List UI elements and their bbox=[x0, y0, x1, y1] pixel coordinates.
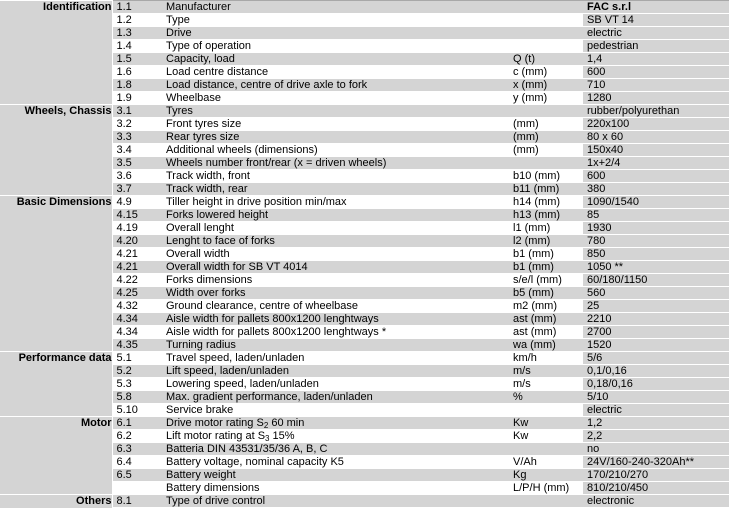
table-row bbox=[0, 352, 729, 365]
row-number: 4.22 bbox=[112, 274, 162, 287]
row-unit: l1 (mm) bbox=[509, 222, 583, 235]
row-value: 2210 bbox=[583, 313, 729, 326]
row-value: 0,1/0,16 bbox=[583, 365, 729, 378]
row-unit: m/s bbox=[509, 365, 583, 378]
row-unit bbox=[509, 495, 583, 508]
row-value: 810/210/450 bbox=[583, 482, 729, 495]
row-value: 150x40 bbox=[583, 144, 729, 157]
row-number: 1.8 bbox=[112, 79, 162, 92]
row-value: 2700 bbox=[583, 326, 729, 339]
row-description: Forks dimensions bbox=[162, 274, 509, 287]
row-number: 3.2 bbox=[112, 118, 162, 131]
row-unit: (mm) bbox=[509, 118, 583, 131]
row-unit: ast (mm) bbox=[509, 313, 583, 326]
row-unit bbox=[509, 105, 583, 118]
row-number: 1.9 bbox=[112, 92, 162, 105]
row-description bbox=[162, 430, 509, 443]
row-number: 4.34 bbox=[112, 313, 162, 326]
row-description: Track width, front bbox=[162, 170, 509, 183]
table-row bbox=[0, 196, 729, 209]
row-value: electric bbox=[583, 404, 729, 417]
section-label: Wheels, Chassis bbox=[0, 105, 112, 196]
row-value: electronic bbox=[583, 495, 729, 508]
row-number: 4.20 bbox=[112, 235, 162, 248]
row-unit bbox=[509, 157, 583, 170]
row-value: 1930 bbox=[583, 222, 729, 235]
row-value: 600 bbox=[583, 66, 729, 79]
row-value: 25 bbox=[583, 300, 729, 313]
row-unit: l2 (mm) bbox=[509, 235, 583, 248]
row-unit: ast (mm) bbox=[509, 326, 583, 339]
description-suffix: 15% bbox=[269, 430, 295, 442]
row-unit bbox=[509, 404, 583, 417]
section-label: Performance data bbox=[0, 352, 112, 417]
row-description: Track width, rear bbox=[162, 183, 509, 196]
row-description: Capacity, load bbox=[162, 53, 509, 66]
row-description: Travel speed, laden/unladen bbox=[162, 352, 509, 365]
row-number: 1.4 bbox=[112, 40, 162, 53]
row-description: Wheels number front/rear (x = driven wheels) bbox=[162, 157, 509, 170]
row-number: 1.2 bbox=[112, 14, 162, 27]
row-unit: y (mm) bbox=[509, 92, 583, 105]
row-unit: m/s bbox=[509, 378, 583, 391]
row-value: 80 x 60 bbox=[583, 131, 729, 144]
row-number: 1.5 bbox=[112, 53, 162, 66]
row-number bbox=[112, 482, 162, 495]
description-text: Lift motor rating at S bbox=[166, 430, 266, 442]
row-number: 5.10 bbox=[112, 404, 162, 417]
row-description: Battery dimensions bbox=[162, 482, 509, 495]
row-description: Aisle width for pallets 800x1200 lenghtways bbox=[162, 313, 509, 326]
row-value: 600 bbox=[583, 170, 729, 183]
row-description: Battery weight bbox=[162, 469, 509, 482]
row-unit: b10 (mm) bbox=[509, 170, 583, 183]
row-unit: Kw bbox=[509, 417, 583, 430]
row-value: 85 bbox=[583, 209, 729, 222]
row-value: 1520 bbox=[583, 339, 729, 352]
row-number: 8.1 bbox=[112, 495, 162, 508]
row-value: 2,2 bbox=[583, 430, 729, 443]
row-description: Aisle width for pallets 800x1200 lenghtways * bbox=[162, 326, 509, 339]
row-unit bbox=[509, 14, 583, 27]
table-row bbox=[0, 1, 729, 14]
row-description: Batteria DIN 43531/35/36 A, B, C bbox=[162, 443, 509, 456]
row-number: 6.4 bbox=[112, 456, 162, 469]
row-value: 24V/160-240-320Ah** bbox=[583, 456, 729, 469]
row-unit bbox=[509, 27, 583, 40]
row-unit bbox=[509, 1, 583, 14]
row-description: Wheelbase bbox=[162, 92, 509, 105]
section-label: Basic Dimensions bbox=[0, 196, 112, 352]
row-unit: b5 (mm) bbox=[509, 287, 583, 300]
row-description: Tiller height in drive position min/max bbox=[162, 196, 509, 209]
row-number: 3.3 bbox=[112, 131, 162, 144]
row-description: Service brake bbox=[162, 404, 509, 417]
row-number: 3.1 bbox=[112, 105, 162, 118]
subscript-text: 2 bbox=[263, 421, 269, 430]
row-unit: Q (t) bbox=[509, 53, 583, 66]
row-description: Overall lenght bbox=[162, 222, 509, 235]
row-unit: b1 (mm) bbox=[509, 261, 583, 274]
description-suffix: 60 min bbox=[268, 417, 305, 429]
row-description: Overall width for SB VT 4014 bbox=[162, 261, 509, 274]
row-number: 3.7 bbox=[112, 183, 162, 196]
row-description: Load centre distance bbox=[162, 66, 509, 79]
row-description: Front tyres size bbox=[162, 118, 509, 131]
row-number: 4.32 bbox=[112, 300, 162, 313]
row-unit: Kg bbox=[509, 469, 583, 482]
row-unit: s/e/l (mm) bbox=[509, 274, 583, 287]
section-label: Others bbox=[0, 495, 112, 508]
row-number: 6.1 bbox=[112, 417, 162, 430]
row-description: Battery voltage, nominal capacity K5 bbox=[162, 456, 509, 469]
description-text: Drive motor rating S bbox=[166, 417, 264, 429]
row-value: 170/210/270 bbox=[583, 469, 729, 482]
row-number: 6.3 bbox=[112, 443, 162, 456]
row-value: 380 bbox=[583, 183, 729, 196]
row-description: Lowering speed, laden/unladen bbox=[162, 378, 509, 391]
row-value: 1050 ** bbox=[583, 261, 729, 274]
row-number: 5.2 bbox=[112, 365, 162, 378]
table-row bbox=[0, 417, 729, 430]
row-number: 5.3 bbox=[112, 378, 162, 391]
row-value: 710 bbox=[583, 79, 729, 92]
row-description: Overall width bbox=[162, 248, 509, 261]
row-unit: h14 (mm) bbox=[509, 196, 583, 209]
row-description: Width over forks bbox=[162, 287, 509, 300]
row-unit: Kw bbox=[509, 430, 583, 443]
row-unit: km/h bbox=[509, 352, 583, 365]
row-number: 4.15 bbox=[112, 209, 162, 222]
subscript-text: 3 bbox=[265, 434, 270, 443]
row-description: Rear tyres size bbox=[162, 131, 509, 144]
row-unit: (mm) bbox=[509, 144, 583, 157]
row-unit: m2 (mm) bbox=[509, 300, 583, 313]
section-label: Motor bbox=[0, 417, 112, 495]
row-number: 5.8 bbox=[112, 391, 162, 404]
row-value: 780 bbox=[583, 235, 729, 248]
row-number: 4.25 bbox=[112, 287, 162, 300]
row-value: pedestrian bbox=[583, 40, 729, 53]
row-unit bbox=[509, 443, 583, 456]
row-number: 3.6 bbox=[112, 170, 162, 183]
row-unit: c (mm) bbox=[509, 66, 583, 79]
row-description: Additional wheels (dimensions) bbox=[162, 144, 509, 157]
row-number: 6.5 bbox=[112, 469, 162, 482]
row-description: Drive bbox=[162, 27, 509, 40]
row-number: 4.34 bbox=[112, 326, 162, 339]
row-value: 1090/1540 bbox=[583, 196, 729, 209]
row-description: Tyres bbox=[162, 105, 509, 118]
row-number: 4.21 bbox=[112, 248, 162, 261]
row-unit: L/P/H (mm) bbox=[509, 482, 583, 495]
row-description: Turning radius bbox=[162, 339, 509, 352]
row-value: rubber/polyurethan bbox=[583, 105, 729, 118]
row-unit: x (mm) bbox=[509, 79, 583, 92]
row-number: 4.21 bbox=[112, 261, 162, 274]
row-unit: b11 (mm) bbox=[509, 183, 583, 196]
row-number: 1.1 bbox=[112, 1, 162, 14]
row-description: Lift speed, laden/unladen bbox=[162, 365, 509, 378]
row-unit: wa (mm) bbox=[509, 339, 583, 352]
spec-table-body bbox=[0, 1, 729, 508]
row-value: 1x+2/4 bbox=[583, 157, 729, 170]
row-description: Forks lowered height bbox=[162, 209, 509, 222]
row-value: 220x100 bbox=[583, 118, 729, 131]
row-number: 6.2 bbox=[112, 430, 162, 443]
row-number: 4.9 bbox=[112, 196, 162, 209]
row-number: 1.6 bbox=[112, 66, 162, 79]
row-value: 5/6 bbox=[583, 352, 729, 365]
row-description: Max. gradient performance, laden/unladen bbox=[162, 391, 509, 404]
section-label: Identification bbox=[0, 1, 112, 105]
row-number: 1.3 bbox=[112, 27, 162, 40]
table-row bbox=[0, 105, 729, 118]
row-unit bbox=[509, 40, 583, 53]
row-unit: (mm) bbox=[509, 131, 583, 144]
row-value: 5/10 bbox=[583, 391, 729, 404]
row-description: Type of drive control bbox=[162, 495, 509, 508]
row-unit: h13 (mm) bbox=[509, 209, 583, 222]
row-value: 850 bbox=[583, 248, 729, 261]
table-row bbox=[0, 495, 729, 508]
row-description: Lenght to face of forks bbox=[162, 235, 509, 248]
row-number: 4.19 bbox=[112, 222, 162, 235]
row-value: no bbox=[583, 443, 729, 456]
row-value: 1280 bbox=[583, 92, 729, 105]
row-number: 3.4 bbox=[112, 144, 162, 157]
row-description: Load distance, centre of drive axle to fork bbox=[162, 79, 509, 92]
row-number: 3.5 bbox=[112, 157, 162, 170]
row-value: 560 bbox=[583, 287, 729, 300]
row-value: FAC s.r.l bbox=[583, 1, 729, 14]
row-description: Manufacturer bbox=[162, 1, 509, 14]
row-description: Ground clearance, centre of wheelbase bbox=[162, 300, 509, 313]
row-value: 60/180/1150 bbox=[583, 274, 729, 287]
row-value: 1,4 bbox=[583, 53, 729, 66]
row-value: 0,18/0,16 bbox=[583, 378, 729, 391]
row-value: electric bbox=[583, 27, 729, 40]
row-value: SB VT 14 bbox=[583, 14, 729, 27]
row-number: 4.35 bbox=[112, 339, 162, 352]
row-description: Type of operation bbox=[162, 40, 509, 53]
row-unit: b1 (mm) bbox=[509, 248, 583, 261]
row-unit: V/Ah bbox=[509, 456, 583, 469]
row-description bbox=[162, 417, 509, 430]
row-number: 5.1 bbox=[112, 352, 162, 365]
row-unit: % bbox=[509, 391, 583, 404]
row-value: 1,2 bbox=[583, 417, 729, 430]
row-description: Type bbox=[162, 14, 509, 27]
